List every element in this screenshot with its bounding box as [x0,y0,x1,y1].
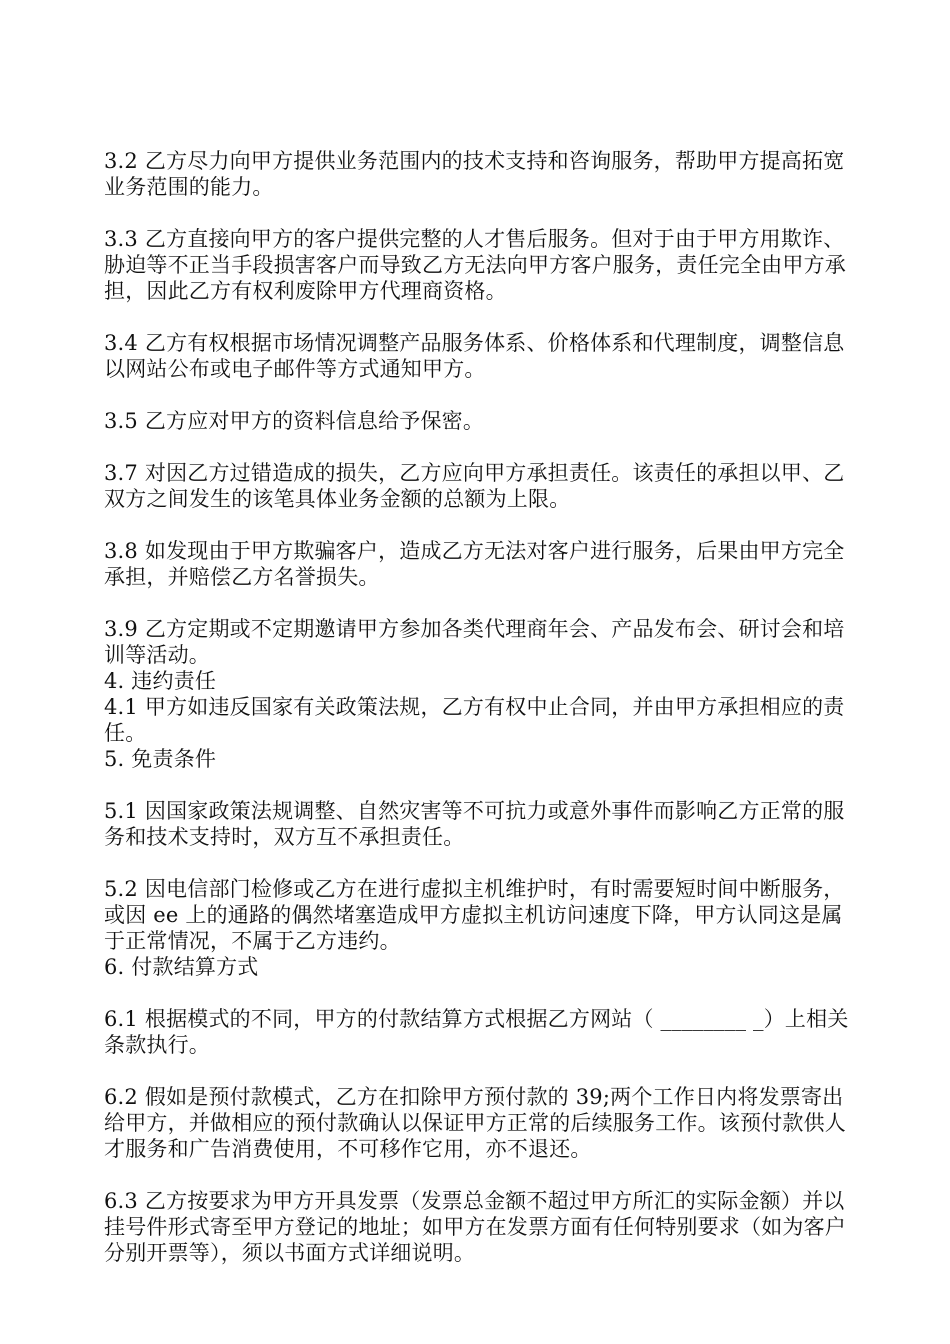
paragraph-5-2: 5.2 因电信部门检修或乙方在进行虚拟主机维护时，有时需要短时间中断服务，或因 ee 上的通路的偶然堵塞造成甲方虚拟主机访问速度下降，甲方认同这是属于正常情况，不属于乙方违约。 [104,877,845,953]
paragraph-3-7: 3.7 对因乙方过错造成的损失，乙方应向甲方承担责任。该责任的承担以甲、乙双方之间发生的该笔具体业务金额的总额为上限。 [104,461,845,511]
section-heading-5: 5. 免责条件 [104,747,217,771]
paragraph-gap [104,1058,856,1084]
paragraph-gap [104,200,856,226]
document-page [104,148,856,1266]
paragraph-3-5: 3.5 乙方应对甲方的资料信息给予保密。 [104,409,485,433]
paragraph-4-1: 4.1 甲方如违反国家有关政策法规，乙方有权中止合同，并由甲方承担相应的责任。 [104,695,845,745]
paragraph-gap [104,304,856,330]
paragraph-gap [104,434,856,460]
paragraph-gap [104,382,856,408]
paragraph-gap [104,772,856,798]
paragraph-3-2: 3.2 乙方尽力向甲方提供业务范围内的技术支持和咨询服务，帮助甲方提高拓宽业务范围的能力。 [104,149,845,199]
paragraph-3-8: 3.8 如发现由于甲方欺骗客户，造成乙方无法对客户进行服务，后果由甲方完全承担，并赔偿乙方名誉损失。 [104,539,845,589]
paragraph-6-1: 6.1 根据模式的不同，甲方的付款结算方式根据乙方网站（ ________ _）上相关条款执行。 [104,1007,849,1057]
paragraph-3-4: 3.4 乙方有权根据市场情况调整产品服务体系、价格体系和代理制度，调整信息以网站公布或电子邮件等方式通知甲方。 [104,331,845,381]
section-heading-4: 4. 违约责任 [104,669,217,693]
paragraph-gap [104,850,856,876]
paragraph-gap [104,590,856,616]
paragraph-5-1: 5.1 因国家政策法规调整、自然灾害等不可抗力或意外事件而影响乙方正常的服务和技术支持时，双方互不承担责任。 [104,799,845,849]
paragraph-3-3: 3.3 乙方直接向甲方的客户提供完整的人才售后服务。但对于由于甲方用欺诈、胁迫等不正当手段损害客户而导致乙方无法向甲方客户服务，责任完全由甲方承担，因此乙方有权利废除甲方代理商资格。 [104,227,846,303]
section-heading-6: 6. 付款结算方式 [104,955,259,979]
paragraph-6-2: 6.2 假如是预付款模式，乙方在扣除甲方预付款的 39;两个工作日内将发票寄出给甲方，并做相应的预付款确认以保证甲方正常的后续服务工作。该预付款供人才服务和广告消费使用，不可移作它用，亦不退还。 [104,1085,846,1161]
paragraph-6-3: 6.3 乙方按要求为甲方开具发票（发票总金额不超过甲方所汇的实际金额）并以挂号件形式寄至甲方登记的地址；如甲方在发票方面有任何特别要求（如为客户分别开票等），须以书面方式详细说明。 [104,1189,846,1265]
paragraph-gap [104,980,856,1006]
paragraph-gap [104,1162,856,1188]
paragraph-3-9: 3.9 乙方定期或不定期邀请甲方参加各类代理商年会、产品发布会、研讨会和培训等活动。 [104,617,845,667]
paragraph-gap [104,512,856,538]
